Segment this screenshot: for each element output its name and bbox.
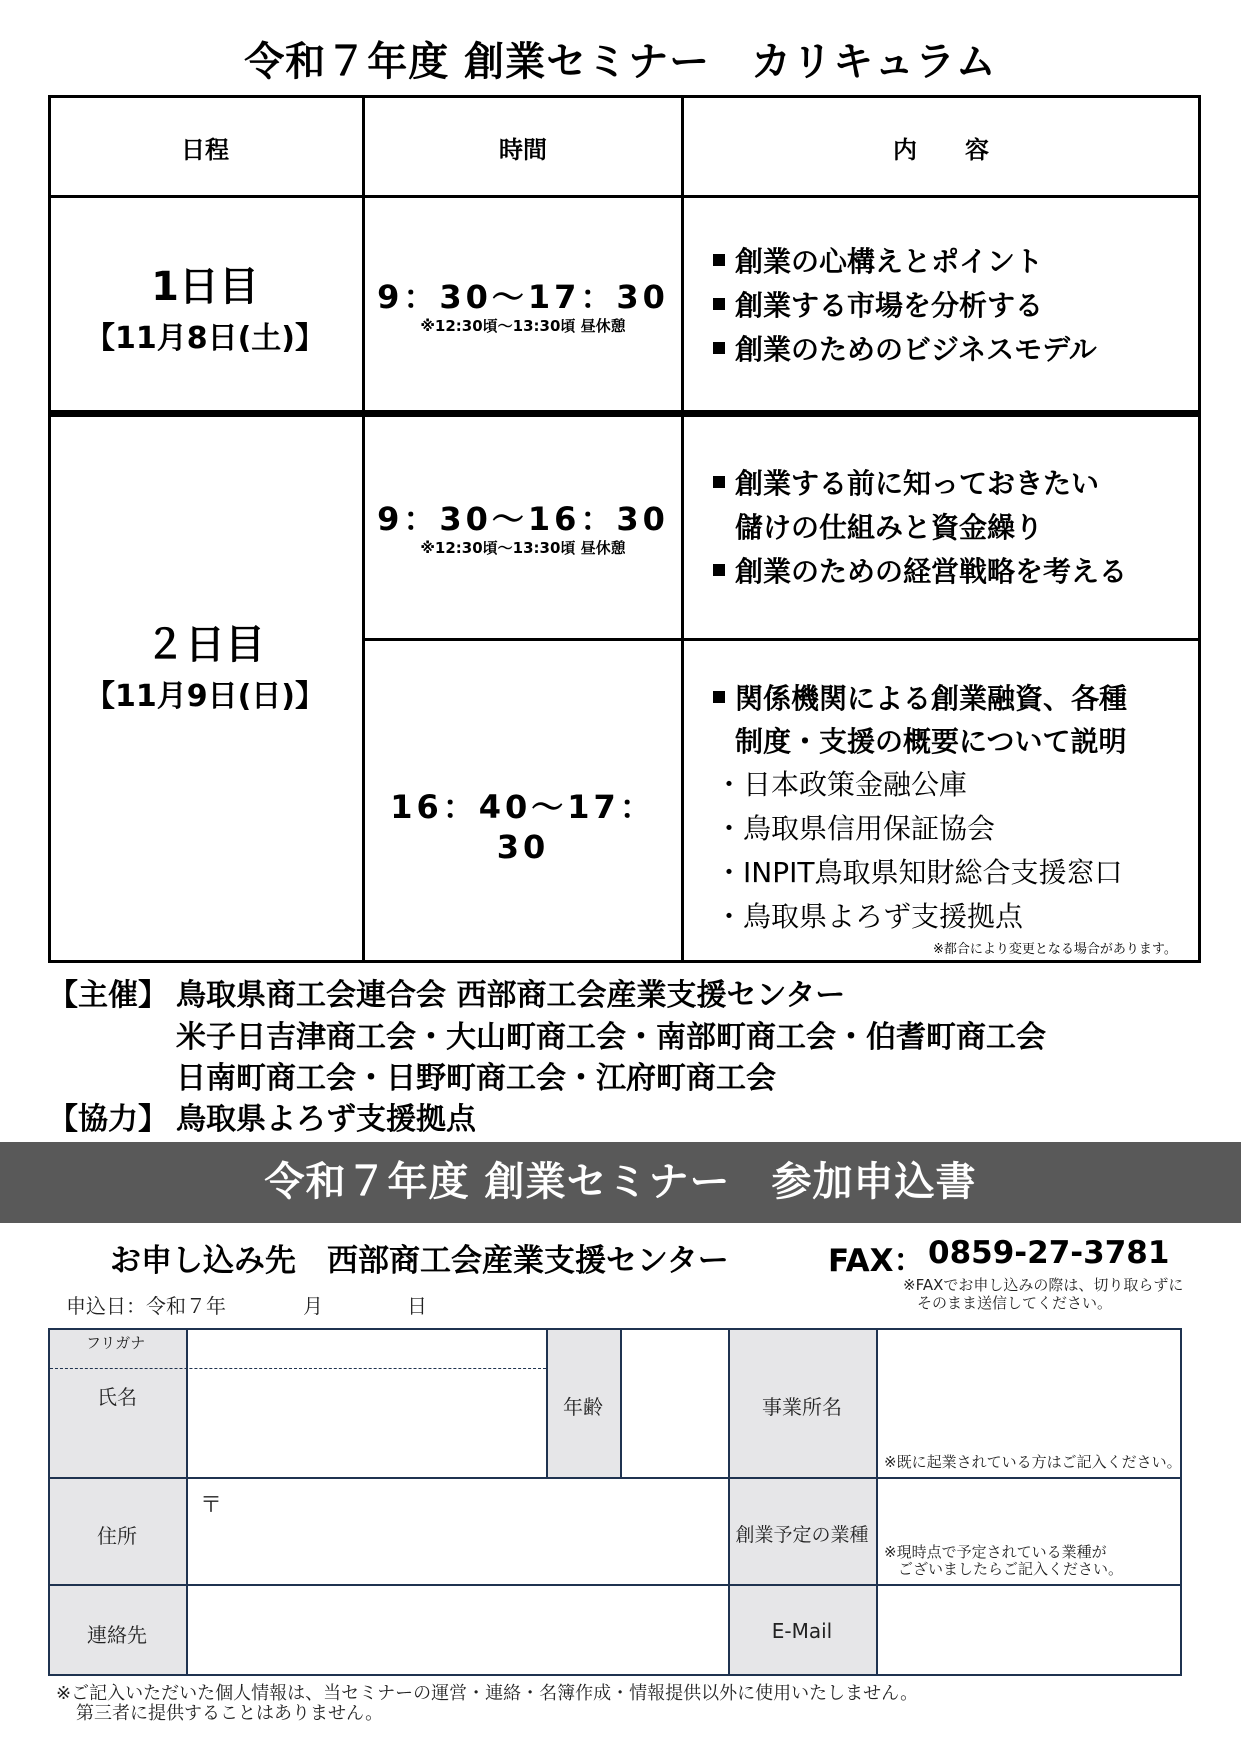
day2-session2-item-cont: 制度・支援の概要について説明 bbox=[735, 725, 1127, 758]
application-date-month: 月 bbox=[303, 1294, 323, 1318]
form-border bbox=[48, 1674, 1182, 1676]
fax-note: ※FAXでお申し込みの際は、切り取らずに bbox=[903, 1276, 1184, 1294]
header-schedule: 日程 bbox=[181, 136, 229, 164]
address-field[interactable] bbox=[224, 1480, 727, 1583]
business-name-field[interactable] bbox=[879, 1331, 1179, 1449]
table-border-right bbox=[1198, 95, 1201, 963]
email-field[interactable] bbox=[879, 1587, 1179, 1673]
day1-label: 1日目 bbox=[151, 264, 259, 310]
curriculum-table bbox=[48, 95, 1201, 963]
header-time: 時間 bbox=[499, 136, 547, 164]
industry-note: ※現時点で予定されている業種が bbox=[884, 1543, 1107, 1561]
host-line: 鳥取県商工会連合会 西部商工会産業支援センター bbox=[176, 978, 846, 1013]
form-col-divider bbox=[876, 1328, 878, 1676]
day1-time: 9：30〜17：30 bbox=[377, 278, 669, 316]
day2-session1-item-cont: 儲けの仕組みと資金繰り bbox=[735, 511, 1044, 544]
day1-item: 創業のためのビジネスモデル bbox=[713, 328, 1097, 368]
furigana-divider bbox=[50, 1368, 546, 1369]
application-date-prefix: 申込日：令和７年 bbox=[66, 1294, 226, 1318]
bullet-square-icon bbox=[713, 342, 725, 354]
change-note: ※都合により変更となる場合があります。 bbox=[933, 942, 1177, 957]
day2-session1-lunch-note: ※12:30頃〜13:30頃 昼休憩 bbox=[420, 539, 626, 557]
curriculum-title: 令和７年度 創業セミナー カリキュラム bbox=[244, 39, 997, 85]
business-name-label: 事業所名 bbox=[762, 1395, 842, 1419]
form-col-divider bbox=[620, 1328, 622, 1477]
postal-mark: 〒 bbox=[200, 1493, 223, 1518]
day2-session2-item: 関係機関による創業融資、各種 bbox=[713, 677, 1127, 717]
business-note: ※既に起業されている方はご記入ください。 bbox=[884, 1453, 1182, 1471]
coop-label: 【協力】 bbox=[48, 1102, 168, 1137]
email-label: E-Mail bbox=[771, 1619, 833, 1643]
form-row-divider bbox=[48, 1584, 1182, 1586]
furigana-field[interactable] bbox=[189, 1331, 545, 1367]
fax-note: そのまま送信してください。 bbox=[917, 1294, 1113, 1312]
planned-industry-field[interactable] bbox=[879, 1480, 1179, 1540]
name-field[interactable] bbox=[189, 1370, 545, 1476]
address-label: 住所 bbox=[97, 1524, 137, 1548]
bullet-square-icon bbox=[713, 298, 725, 310]
application-date-day: 日 bbox=[407, 1294, 427, 1318]
planned-industry-label: 創業予定の業種 bbox=[735, 1524, 869, 1546]
contact-field[interactable] bbox=[189, 1587, 727, 1673]
age-field[interactable] bbox=[623, 1331, 727, 1476]
agency-list-item: ・日本政策金融公庫 bbox=[715, 768, 968, 801]
table-border-top bbox=[48, 95, 1201, 98]
age-label: 年齢 bbox=[563, 1395, 603, 1419]
table-border-left bbox=[48, 95, 51, 963]
day2-session1-item: 創業する前に知っておきたい bbox=[713, 462, 1099, 502]
day2-date: 【11月9日(日)】 bbox=[84, 679, 326, 714]
agency-list-item: ・鳥取県信用保証協会 bbox=[715, 812, 996, 845]
host-label: 【主催】 bbox=[48, 978, 168, 1013]
name-label: 氏名 bbox=[97, 1385, 137, 1409]
day2-session2-time: 16：40〜17：30 bbox=[390, 788, 656, 866]
day1-item: 創業の心構えとポイント bbox=[713, 240, 1043, 280]
fax-label: FAX： bbox=[828, 1243, 925, 1279]
day1-date: 【11月8日(土)】 bbox=[84, 321, 326, 356]
contact-label: 連絡先 bbox=[87, 1623, 147, 1647]
day1-item: 創業する市場を分析する bbox=[713, 284, 1043, 324]
coop-organization: 鳥取県よろず支援拠点 bbox=[176, 1102, 476, 1137]
application-form bbox=[48, 1328, 1182, 1676]
application-destination: お申し込み先 西部商工会産業支援センター bbox=[110, 1243, 729, 1279]
row-divider-thick bbox=[48, 410, 1201, 417]
host-line: 日南町商工会・日野町商工会・江府町商工会 bbox=[176, 1061, 776, 1096]
agency-list-item: ・鳥取県よろず支援拠点 bbox=[715, 900, 1024, 933]
form-col-divider bbox=[186, 1328, 188, 1676]
industry-note: ございましたらご記入ください。 bbox=[898, 1560, 1124, 1578]
bullet-square-icon bbox=[713, 564, 725, 576]
bullet-square-icon bbox=[713, 476, 725, 488]
row-divider bbox=[48, 195, 1201, 198]
furigana-label: フリガナ bbox=[86, 1334, 146, 1352]
day2-session1-time: 9：30〜16：30 bbox=[377, 500, 669, 538]
form-border bbox=[1180, 1328, 1182, 1676]
form-row-divider bbox=[48, 1477, 1182, 1479]
privacy-note: 第三者に提供することはありません。 bbox=[76, 1703, 384, 1724]
privacy-note: ※ご記入いただいた個人情報は、当セミナーの運営・連絡・名簿作成・情報提供以外に使用いたしません。 bbox=[56, 1683, 919, 1704]
day2-session1-item: 創業のための経営戦略を考える bbox=[713, 550, 1127, 590]
header-content: 内 容 bbox=[893, 136, 989, 164]
host-line: 米子日吉津商工会・大山町商工会・南部町商工会・伯耆町商工会 bbox=[176, 1020, 1046, 1055]
fax-number: 0859-27-3781 bbox=[928, 1235, 1170, 1271]
form-border bbox=[48, 1328, 1182, 1330]
column-divider bbox=[681, 95, 684, 963]
row-divider bbox=[362, 638, 1201, 641]
application-title-banner: 令和７年度 創業セミナー 参加申込書 bbox=[0, 1142, 1241, 1223]
bullet-square-icon bbox=[713, 691, 725, 703]
day2-label: ２日目 bbox=[145, 622, 265, 668]
day1-lunch-note: ※12:30頃〜13:30頃 昼休憩 bbox=[420, 317, 626, 335]
bullet-square-icon bbox=[713, 254, 725, 266]
table-border-bottom bbox=[48, 960, 1201, 963]
agency-list-item: ・INPIT鳥取県知財総合支援窓口 bbox=[715, 856, 1123, 889]
